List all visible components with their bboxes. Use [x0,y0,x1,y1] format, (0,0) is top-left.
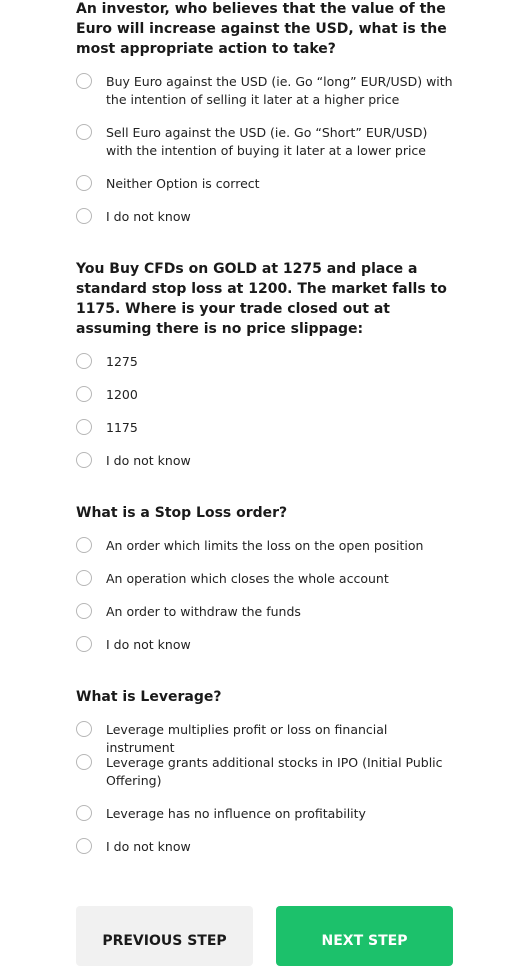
question-title: What is a Stop Loss order? [76,505,288,521]
radio-button[interactable] [76,452,92,468]
question-1 [76,0,456,59]
question-title: You Buy CFDs on GOLD at 1275 and place a standard stop loss at 1200. The market falls to 1175. Where is your trade closed out at assuming there is no price slippage: [76,261,447,337]
radio-button[interactable] [76,208,92,224]
radio-button[interactable] [76,73,92,89]
radio-button[interactable] [76,636,92,652]
question-4 [76,687,456,707]
radio-button[interactable] [76,721,92,737]
radio-button[interactable] [76,537,92,553]
radio-button[interactable] [76,805,92,821]
option-label: Leverage has no influence on profitability [106,806,366,821]
option-label: Neither Option is correct [106,176,260,191]
option-label: Buy Euro against the USD (ie. Go “long” EUR/USD) with the intention of selling it later at a higher price [106,74,453,107]
radio-button[interactable] [76,603,92,619]
option-label: 1200 [106,387,138,402]
question-3 [76,503,456,523]
next-step-button[interactable]: NEXT STEP [276,906,453,966]
previous-step-button[interactable]: PREVIOUS STEP [76,906,253,966]
radio-button[interactable] [76,419,92,435]
radio-button[interactable] [76,386,92,402]
option-label: Leverage grants additional stocks in IPO (Initial Public Offering) [106,755,443,788]
option-label: Leverage multiplies profit or loss on financial instrument [106,722,388,755]
radio-button[interactable] [76,353,92,369]
option-label: 1175 [106,420,138,435]
question-title: An investor, who believes that the value of the Euro will increase against the USD, what is the most appropriate action to take? [76,1,447,57]
question-title: What is Leverage? [76,689,222,705]
option-label: An order to withdraw the funds [106,604,301,619]
option-label: 1275 [106,354,138,369]
radio-button[interactable] [76,754,92,770]
option-label: Sell Euro against the USD (ie. Go “Short” EUR/USD) with the intention of buying it later at a lower price [106,125,428,158]
radio-button[interactable] [76,838,92,854]
question-2 [76,259,456,339]
option-label: An operation which closes the whole account [106,571,389,586]
radio-button[interactable] [76,570,92,586]
option-label: An order which limits the loss on the open position [106,538,424,553]
option-label: I do not know [106,209,191,224]
option-label: I do not know [106,839,191,854]
radio-button[interactable] [76,175,92,191]
option-label: I do not know [106,453,191,468]
option-label: I do not know [106,637,191,652]
radio-button[interactable] [76,124,92,140]
